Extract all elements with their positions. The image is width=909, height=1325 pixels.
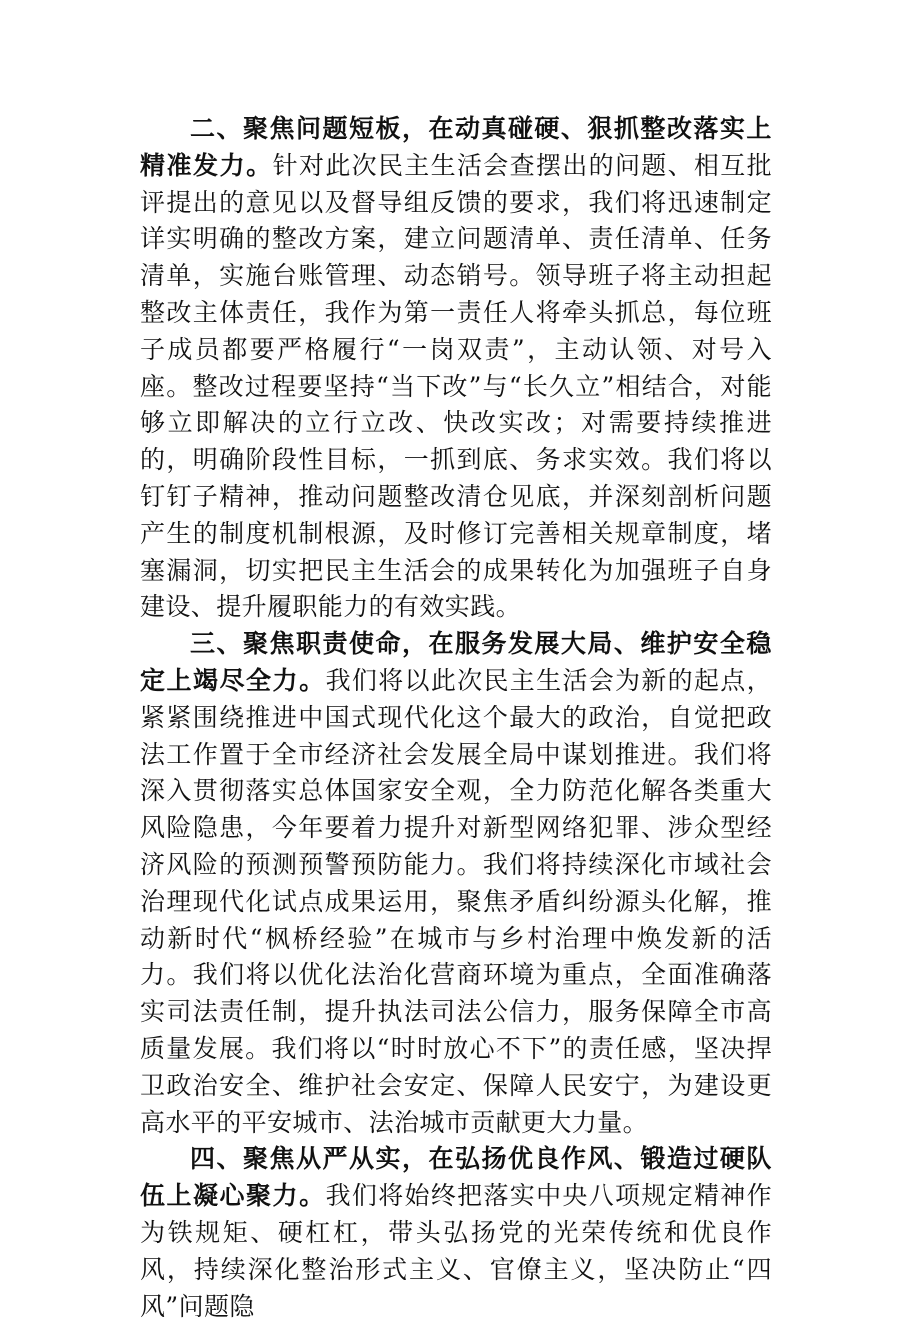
section-body-2: 针对此次民主生活会查摆出的问题、相互批评提出的意见以及督导组反馈的要求，我们将迅速制定详实明确的整改方案，建立问题清单、责任清单、任务清单，实施台账管理、动态销号。领导班子将主动担起整改主体责任，我作为第一责任人将牵头抓总，每位班子成员都要严格履行“一岗双责”，主动认领、对号入座。整改过程要坚持“当下改”与“长久立”相结合，对能够立即解决的立行立改、快改实改；对需要持续推进的，明确阶段性目标，一抓到底、务求实效。我们将以钉钉子精神，推动问题整改清仓见底，并深刻剖析问题产生的制度机制根源，及时修订完善相关规章制度，堵塞漏洞，切实把民主生活会的成果转化为加强班子自身建设、提升履职能力的有效实践。 — [140, 150, 772, 622]
paragraph-section-4 — [140, 1141, 772, 1325]
document-body — [140, 111, 772, 1325]
paragraph-section-2 — [140, 111, 772, 626]
section-heading-2: 二、聚焦问题短板，在动真碰硬、狠抓整改落实上精准发力。 — [140, 114, 772, 180]
section-heading-3: 三、聚焦职责使命，在服务发展大局、维护安全稳定上竭尽全力。 — [140, 629, 772, 695]
paragraph-section-3 — [140, 626, 772, 1141]
section-body-3: 我们将以此次民主生活会为新的起点，紧紧围绕推进中国式现代化这个最大的政治，自觉把政法工作置于全市经济社会发展全局中谋划推进。我们将深入贯彻落实总体国家安全观，全力防范化解各类重大风险隐患，今年要着力提升对新型网络犯罪、涉众型经济风险的预测预警预防能力。我们将持续深化市域社会治理现代化试点成果运用，聚焦矛盾纠纷源头化解，推动新时代“枫桥经验”在城市与乡村治理中焕发新的活力。我们将以优化法治化营商环境为重点，全面准确落实司法责任制，提升执法司法公信力，服务保障全市高质量发展。我们将以“时时放心不下”的责任感，坚决捍卫政治安全、维护社会安定、保障人民安宁，为建设更高水平的平安城市、法治城市贡献更大力量。 — [140, 665, 772, 1137]
section-heading-4: 四、聚焦从严从实，在弘扬优良作风、锻造过硬队伍上凝心聚力。 — [140, 1144, 772, 1211]
section-body-4: 我们将始终把落实中央八项规定精神作为铁规矩、硬杠杠，带头弘扬党的光荣传统和优良作风，持续深化整治形式主义、官僚主义，坚决防止“四风”问题隐 — [140, 1181, 772, 1321]
